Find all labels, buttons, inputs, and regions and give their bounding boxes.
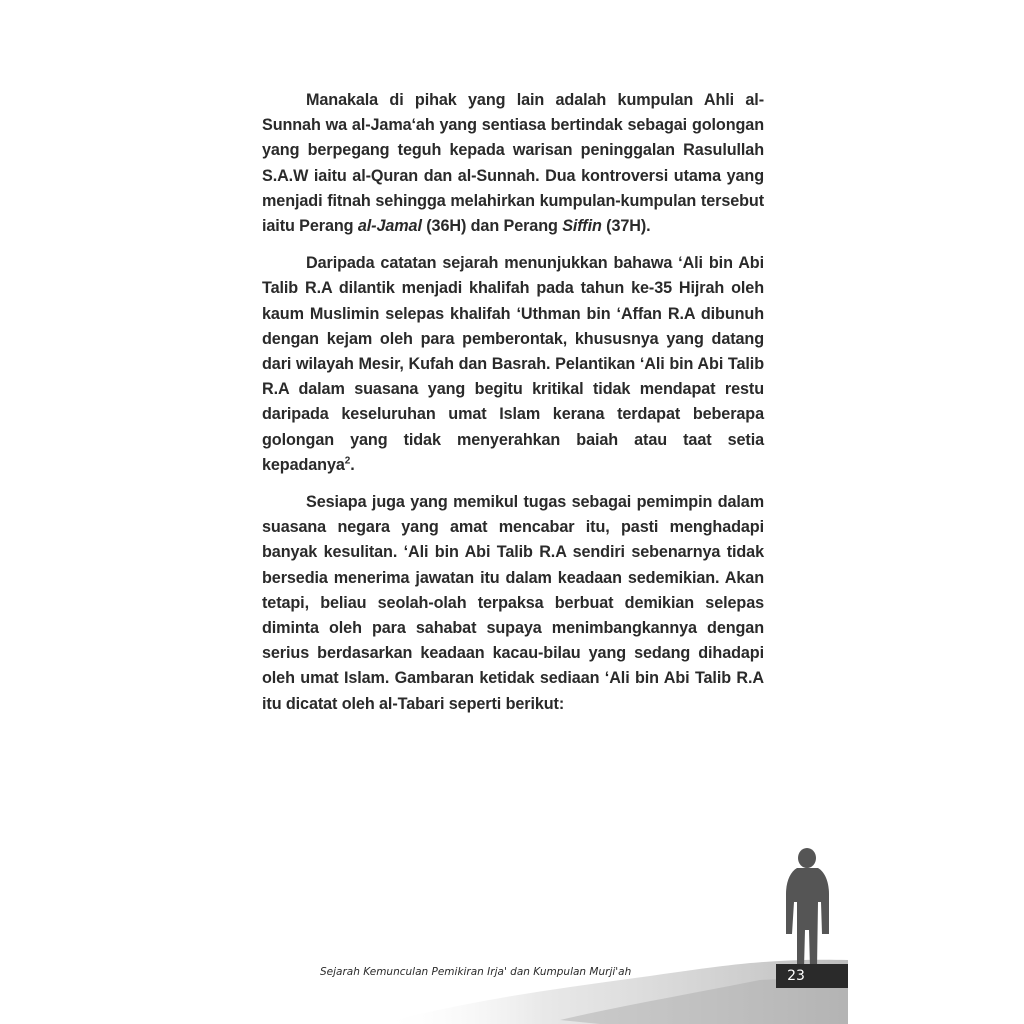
paragraph-2 (262, 251, 764, 478)
paragraph-3 (262, 490, 764, 717)
footnote-marker[interactable]: 2 (344, 455, 351, 467)
paragraph-1-text-middle: (36H) dan Perang (421, 217, 563, 236)
italic-term-siffin: Siffin (562, 217, 602, 236)
paragraph-2-text: Daripada catatan sejarah menunjukkan bahawa ‘Ali bin Abi Talib R.A dilantik menjadi khalifah pada tahun ke-35 Hijrah oleh kaum Muslimin selepas khalifah ‘Uthman bin ‘Affan R.A dibunuh dengan kejam oleh para pemberontak, khususnya yang datang dari wilayah Mesir, Kufah dan Basrah. Pelantikan ‘Ali bin Abi Talib R.A dalam suasana yang begitu kritikal tidak mendapat restu daripada keseluruhan umat Islam kerana terdapat beberapa golongan yang tidak menyerahkan baiah atau taat setia kepadanya (262, 254, 764, 474)
page-number: 23 (787, 968, 805, 984)
body-text (262, 88, 764, 729)
paragraph-1-text-end: (37H). (601, 217, 651, 236)
person-silhouette-icon (786, 848, 829, 968)
page-number-box (776, 964, 848, 988)
running-title: Sejarah Kemunculan Pemikiran Irja' dan Kumpulan Murji'ah (320, 966, 632, 978)
paragraph-3-text: Sesiapa juga yang memikul tugas sebagai pemimpin dalam suasana negara yang amat mencabar itu, pasti menghadapi banyak kesulitan. ‘Ali bin Abi Talib R.A sendiri sebenarnya tidak bersedia menerima jawatan itu dalam keadaan sedemikian. Akan tetapi, beliau seolah-olah terpaksa berbuat demikian selepas diminta oleh para sahabat supaya menimbangkannya dengan serius berdasarkan keadaan kacau-bilau yang sedang dihadapi oleh umat Islam. Gambaran ketidak sediaan ‘Ali bin Abi Talib R.A itu dicatat oleh al-Tabari seperti berikut: (262, 493, 764, 713)
italic-term-al-jamal: al-Jamal (357, 217, 422, 236)
paragraph-1-text: Manakala di pihak yang lain adalah kumpulan Ahli al-Sunnah wa al-Jama‘ah yang sentiasa bertindak sebagai golongan yang berpegang teguh kepada warisan peninggalan Rasulullah S.A.W iaitu al-Quran dan al-Sunnah. Dua kontroversi utama yang menjadi fitnah sehingga melahirkan kumpulan-kumpulan tersebut iaitu Perang (262, 91, 764, 236)
footer-illustration (0, 830, 1024, 1024)
paragraph-2-end: . (350, 455, 355, 474)
paragraph-1 (262, 88, 764, 239)
